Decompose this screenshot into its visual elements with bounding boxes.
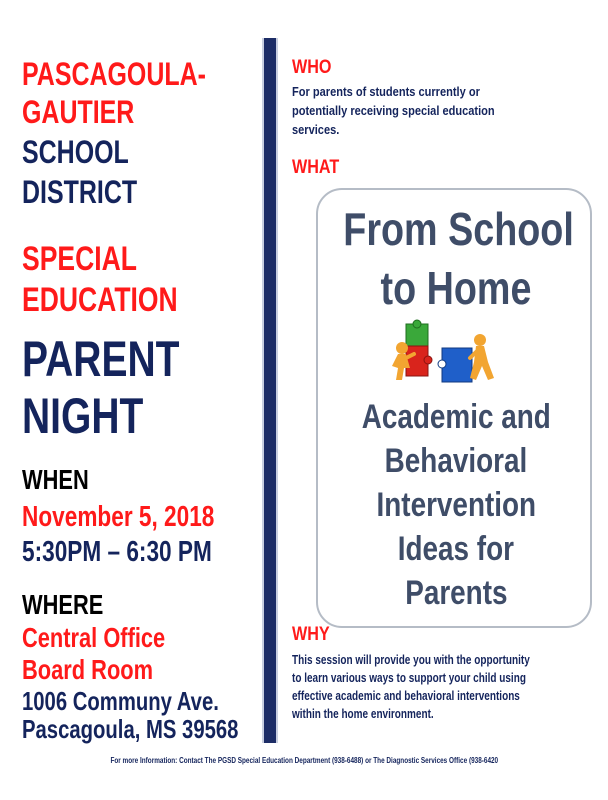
footer-contact: For more Information: Contact The PGSD Special Education Department (938-6488) or The Diagnostic Services Office (938-6420: [110, 756, 498, 765]
where-label: WHERE: [22, 589, 104, 620]
district-line-3: SCHOOL: [22, 134, 129, 170]
when-label: WHEN: [22, 464, 89, 495]
program-title-line-2: to Home: [380, 262, 532, 314]
why-text-line-2: to learn various ways to support your child using: [292, 671, 526, 685]
program-subtitle-line-2: Behavioral: [384, 442, 528, 480]
district-line-2: GAUTIER: [22, 94, 135, 130]
district-line-1: PASCAGOULA-: [22, 56, 206, 92]
department-line-1: SPECIAL: [22, 240, 137, 278]
who-text-line-1: For parents of students currently or: [292, 84, 480, 99]
location-line-2: Board Room: [22, 654, 154, 685]
event-date: November 5, 2018: [22, 501, 215, 533]
who-heading: WHO: [292, 57, 332, 78]
who-text-line-2: potentially receiving special education: [292, 103, 495, 118]
program-subtitle-line-5: Parents: [404, 574, 508, 612]
why-text-line-4: within the home environment.: [292, 707, 434, 721]
vertical-divider: [262, 38, 278, 743]
program-subtitle-line-4: Ideas for: [397, 530, 515, 568]
address-line-1: 1006 Communy Ave.: [22, 686, 219, 716]
event-line-1: PARENT: [22, 331, 180, 387]
program-subtitle-line-1: Academic and: [361, 398, 551, 436]
location-line-1: Central Office: [22, 622, 166, 653]
program-subtitle-line-3: Intervention: [376, 486, 536, 524]
event-time: 5:30PM – 6:30 PM: [22, 536, 212, 568]
why-text: [292, 651, 592, 723]
why-heading: WHY: [292, 624, 330, 645]
event-line-2: NIGHT: [22, 388, 144, 444]
who-text: [292, 82, 592, 139]
why-text-line-1: This session will provide you with the opportunity: [292, 653, 530, 667]
department-line-2: EDUCATION: [22, 281, 178, 319]
what-heading: WHAT: [292, 157, 340, 178]
who-text-line-3: services.: [292, 122, 340, 137]
district-line-4: DISTRICT: [22, 174, 138, 210]
program-title-line-1: From School: [343, 203, 574, 255]
puzzle-people-icon: [384, 318, 504, 394]
program-box: [316, 188, 592, 628]
why-text-line-3: effective academic and behavioral interventions: [292, 689, 520, 703]
address-line-2: Pascagoula, MS 39568: [22, 714, 239, 744]
